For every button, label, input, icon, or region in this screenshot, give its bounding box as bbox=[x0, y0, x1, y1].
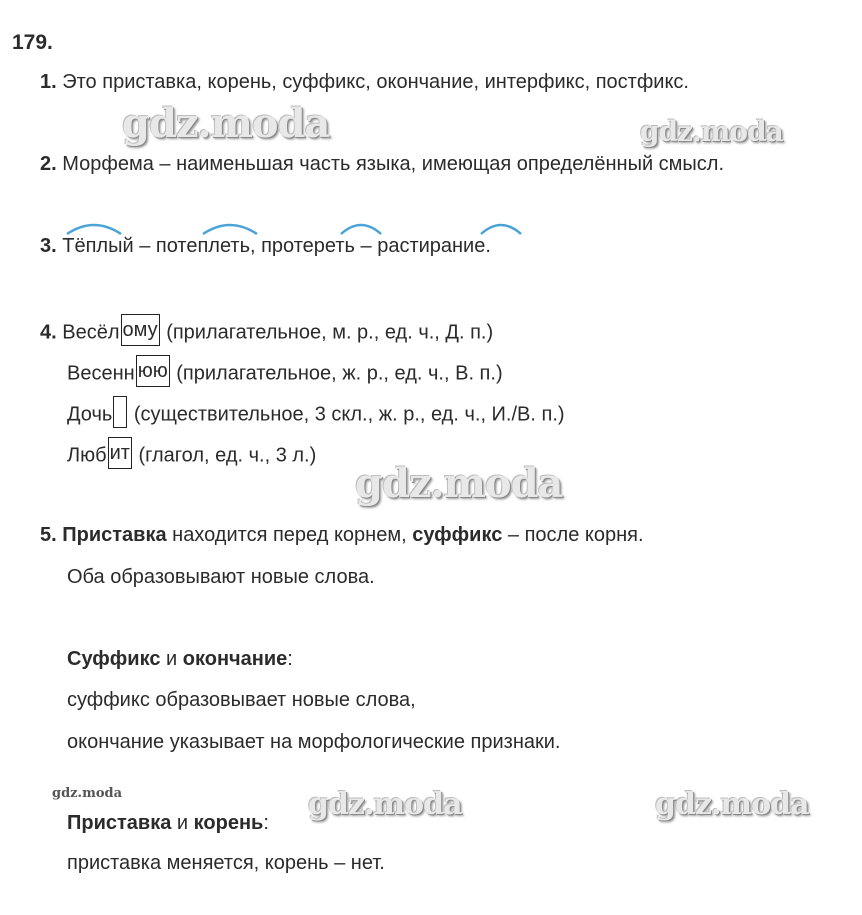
item-5-line-1 bbox=[40, 523, 644, 547]
watermark: gdz.moda bbox=[640, 115, 783, 148]
item-1-text: Это приставка, корень, суффикс, окончание, интерфикс, постфикс. bbox=[62, 71, 689, 93]
watermark: gdz.moda bbox=[122, 100, 330, 147]
empty-ending-box bbox=[113, 396, 127, 428]
text: – после корня. bbox=[502, 524, 644, 546]
item-3-number: 3. bbox=[40, 235, 57, 257]
text: находится перед корнем, bbox=[166, 524, 413, 546]
word-info: (прилагательное, м. р., ед. ч., Д. п.) bbox=[166, 321, 494, 344]
ending-line: окончание указывает на морфологические признаки. bbox=[67, 731, 561, 753]
item-4-row-1 bbox=[40, 317, 493, 349]
watermark: gdz.moda bbox=[52, 786, 123, 801]
ending-box: ому bbox=[121, 314, 160, 346]
word-stem: Весёл bbox=[62, 321, 120, 344]
item-3-text: Тёплый – потеплеть, протереть – растирание. bbox=[62, 235, 491, 257]
prefix-line: приставка меняется, корень – нет. bbox=[67, 852, 385, 874]
item-5-line-2: Оба образовывают новые слова. bbox=[67, 566, 375, 588]
suffix-ending-heading bbox=[67, 647, 293, 671]
word-stem: Люб bbox=[67, 444, 107, 467]
item-5-number: 5. bbox=[40, 524, 57, 546]
item-1 bbox=[40, 70, 689, 94]
term-suffix: Суффикс bbox=[67, 648, 161, 670]
term-ending: окончание bbox=[182, 648, 288, 670]
ending-box: юю bbox=[136, 355, 170, 387]
item-4-row-3 bbox=[67, 399, 565, 431]
item-4-row-4 bbox=[67, 440, 316, 472]
text: и bbox=[171, 812, 194, 834]
watermark: gdz.moda bbox=[355, 460, 563, 507]
item-2-number: 2. bbox=[40, 153, 57, 175]
ending-box: ит bbox=[108, 437, 132, 469]
word-info: (существительное, 3 скл., ж. р., ед. ч., И./В. п.) bbox=[133, 403, 565, 426]
word-info: (глагол, ед. ч., 3 л.) bbox=[138, 444, 317, 467]
watermark: gdz.moda bbox=[308, 787, 462, 822]
item-2-text: Морфема – наименьшая часть языка, имеющая определённый смысл. bbox=[62, 153, 725, 175]
item-4-number: 4. bbox=[40, 321, 57, 344]
text: и bbox=[160, 648, 183, 670]
prefix-root-heading bbox=[67, 811, 269, 835]
term-root: корень bbox=[193, 812, 264, 834]
item-2 bbox=[40, 152, 724, 176]
term-suffix: суффикс bbox=[412, 524, 503, 546]
word-stem: Весенн bbox=[67, 362, 135, 385]
term-prefix: Приставка bbox=[67, 812, 172, 834]
item-4-row-2 bbox=[67, 358, 503, 390]
colon: : bbox=[263, 812, 269, 834]
colon: : bbox=[287, 648, 293, 670]
suffix-line: суффикс образовывает новые слова, bbox=[67, 689, 416, 711]
word-info: (прилагательное, ж. р., ед. ч., В. п.) bbox=[176, 362, 503, 385]
watermark: gdz.moda bbox=[655, 787, 809, 822]
word-stem: Дочь bbox=[67, 403, 113, 426]
term-prefix: Приставка bbox=[62, 524, 167, 546]
item-3 bbox=[40, 234, 491, 258]
task-number: 179. bbox=[12, 31, 53, 54]
item-1-number: 1. bbox=[40, 71, 57, 93]
